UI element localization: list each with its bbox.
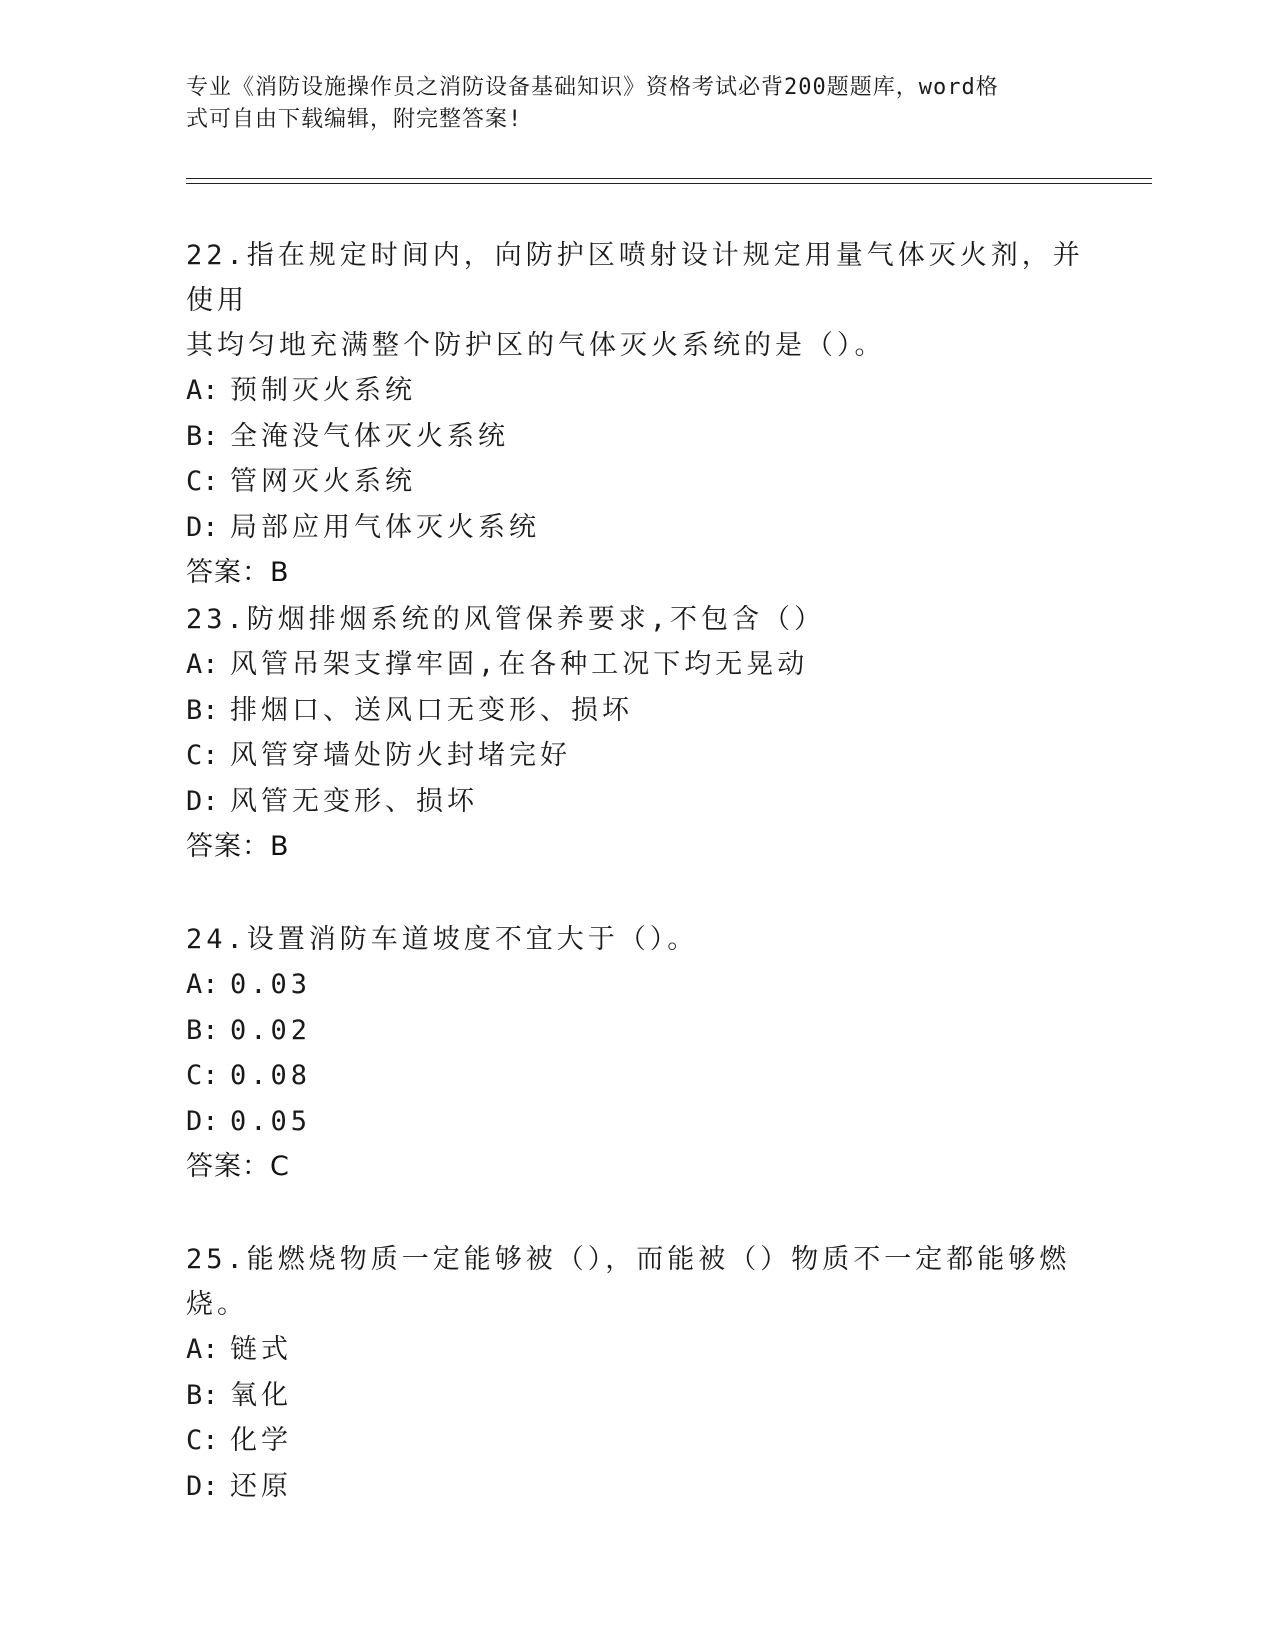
- question-24: [186, 917, 1086, 1190]
- option-letter: B:: [186, 694, 219, 726]
- option-a: [186, 368, 1086, 414]
- option-text: 链式: [230, 1334, 292, 1365]
- option-text: 还原: [230, 1470, 292, 1502]
- question-title: 24.设置消防车道坡度不宜大于（）。: [186, 924, 699, 955]
- answer-line: [186, 1144, 1086, 1190]
- answer-value: C: [270, 1151, 290, 1182]
- header-line-2: 式可自由下载编辑，附完整答案!: [186, 107, 523, 132]
- option-text: 0.03: [230, 969, 312, 1000]
- option-c: [186, 459, 1086, 505]
- option-text: 风管无变形、损坏: [230, 785, 478, 817]
- option-letter: B:: [186, 1379, 219, 1411]
- option-letter: B:: [186, 1014, 219, 1046]
- answer-label: 答案：: [186, 1151, 270, 1182]
- option-text: 0.08: [230, 1060, 312, 1091]
- answer-value: B: [270, 831, 290, 862]
- option-text: 预制灭火系统: [230, 375, 416, 406]
- option-text: 风管穿墙处防火封堵完好: [230, 740, 571, 771]
- header-divider-bottom: [186, 183, 1152, 184]
- option-text: 管网灭火系统: [230, 466, 416, 497]
- option-c: [186, 1053, 1086, 1099]
- option-text: 氧化: [230, 1379, 292, 1411]
- question-23: [186, 597, 1086, 870]
- answer-line: [186, 824, 1086, 870]
- option-letter: C:: [186, 466, 219, 497]
- option-d: [186, 1099, 1086, 1145]
- option-a: [186, 1327, 1086, 1373]
- option-letter: B:: [186, 420, 219, 452]
- question-title-continued: 其均匀地充满整个防护区的气体灭火系统的是（）。: [186, 330, 886, 361]
- option-b: [186, 1373, 1086, 1419]
- header-divider-top: [186, 178, 1152, 179]
- option-letter: C:: [186, 740, 219, 771]
- option-letter: D:: [186, 1470, 219, 1502]
- option-letter: A:: [186, 1334, 219, 1365]
- answer-label: 答案：: [186, 557, 270, 588]
- option-text: 局部应用气体灭火系统: [230, 511, 540, 543]
- header-line-1: 专业《消防设施操作员之消防设备基础知识》资格考试必背200题题库，word格: [186, 75, 999, 100]
- question-title: 25.能燃烧物质一定能够被（），而能被（）物质不一定都能够燃烧。: [186, 1244, 1071, 1320]
- answer-value: B: [270, 557, 290, 588]
- answer-label: 答案：: [186, 831, 270, 862]
- option-d: [186, 779, 1086, 825]
- document-header: [186, 72, 1086, 136]
- option-letter: D:: [186, 785, 219, 817]
- option-b: [186, 1008, 1086, 1054]
- option-letter: C:: [186, 1425, 219, 1456]
- option-text: 全淹没气体灭火系统: [230, 420, 509, 452]
- option-letter: D:: [186, 1105, 219, 1137]
- option-letter: C:: [186, 1060, 219, 1091]
- question-25: [186, 1237, 1086, 1509]
- question-22: [186, 233, 1086, 596]
- option-d: [186, 1464, 1086, 1510]
- option-c: [186, 1418, 1086, 1464]
- question-title: 22.指在规定时间内，向防护区喷射设计规定用量气体灭火剂，并使用: [186, 240, 1084, 316]
- option-b: [186, 688, 1086, 734]
- option-text: 0.02: [230, 1014, 312, 1046]
- option-c: [186, 733, 1086, 779]
- option-a: [186, 962, 1086, 1008]
- option-a: [186, 642, 1086, 688]
- question-title: 23.防烟排烟系统的风管保养要求,不包含（）: [186, 604, 826, 635]
- answer-line: [186, 550, 1086, 596]
- option-text: 风管吊架支撑牢固,在各种工况下均无晃动: [230, 649, 809, 680]
- option-letter: D:: [186, 511, 219, 543]
- option-text: 0.05: [230, 1105, 312, 1137]
- option-text: 化学: [230, 1425, 292, 1456]
- option-b: [186, 414, 1086, 460]
- option-letter: A:: [186, 969, 219, 1000]
- option-letter: A:: [186, 649, 219, 680]
- option-letter: A:: [186, 375, 219, 406]
- option-text: 排烟口、送风口无变形、损坏: [230, 694, 633, 726]
- option-d: [186, 505, 1086, 551]
